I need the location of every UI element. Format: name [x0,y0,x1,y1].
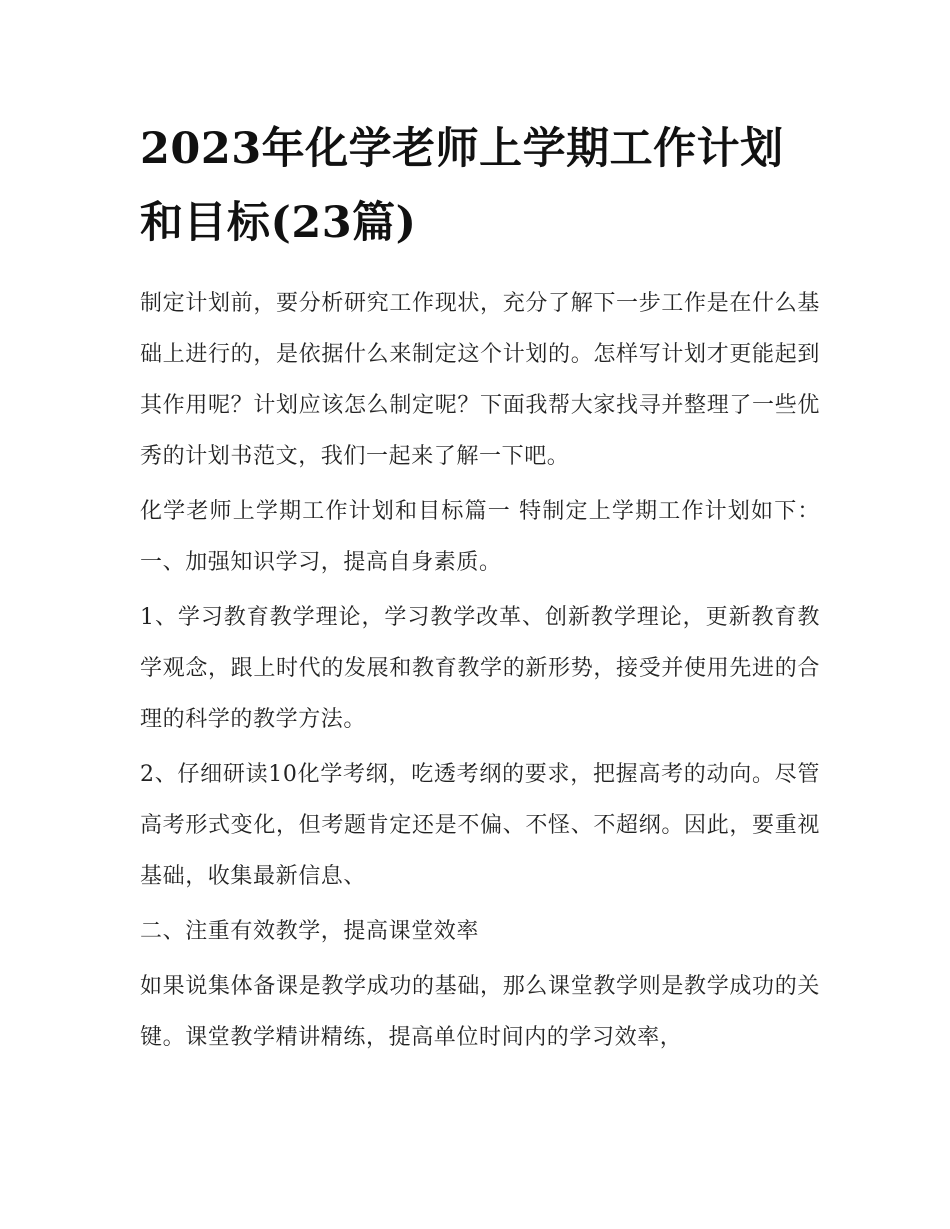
paragraph-intro: 制定计划前，要分析研究工作现状，充分了解下一步工作是在什么基础上进行的，是依据什么来制定这个计划的。怎样写计划才更能起到其作用呢？计划应该怎么制定呢？下面我帮大家找寻并整理了一些优秀的计划书范文，我们一起来了解一下吧。 [140,291,820,469]
paragraph-item-2: 2、仔细研读10化学考纲，吃透考纲的要求，把握高考的动向。尽管高考形式变化，但考题肯定还是不偏、不怪、不超纲。因此，要重视基础，收集最新信息、 [140,762,820,889]
paragraph-item-1: 1、学习教育教学理论，学习教学改革、创新教学理论，更新教育教学观念，跟上时代的发展和教育教学的新形势，接受并使用先进的合理的科学的教学方法。 [140,605,820,732]
document-title: 2023年化学老师上学期工作计划和目标(23篇) [140,124,784,248]
paragraph-section-one-heading: 化学老师上学期工作计划和目标篇一 特制定上学期工作计划如下： 一、加强知识学习，提高自身素质。 [140,499,820,575]
paragraph-classroom-teaching: 如果说集体备课是教学成功的基础，那么课堂教学则是教学成功的关键。课堂教学精讲精练，提高单位时间内的学习效率， [140,974,820,1050]
document-body [140,278,820,1063]
document-page [140,112,820,1067]
paragraph-section-two-heading: 二、注重有效教学，提高课堂效率 [140,919,480,944]
